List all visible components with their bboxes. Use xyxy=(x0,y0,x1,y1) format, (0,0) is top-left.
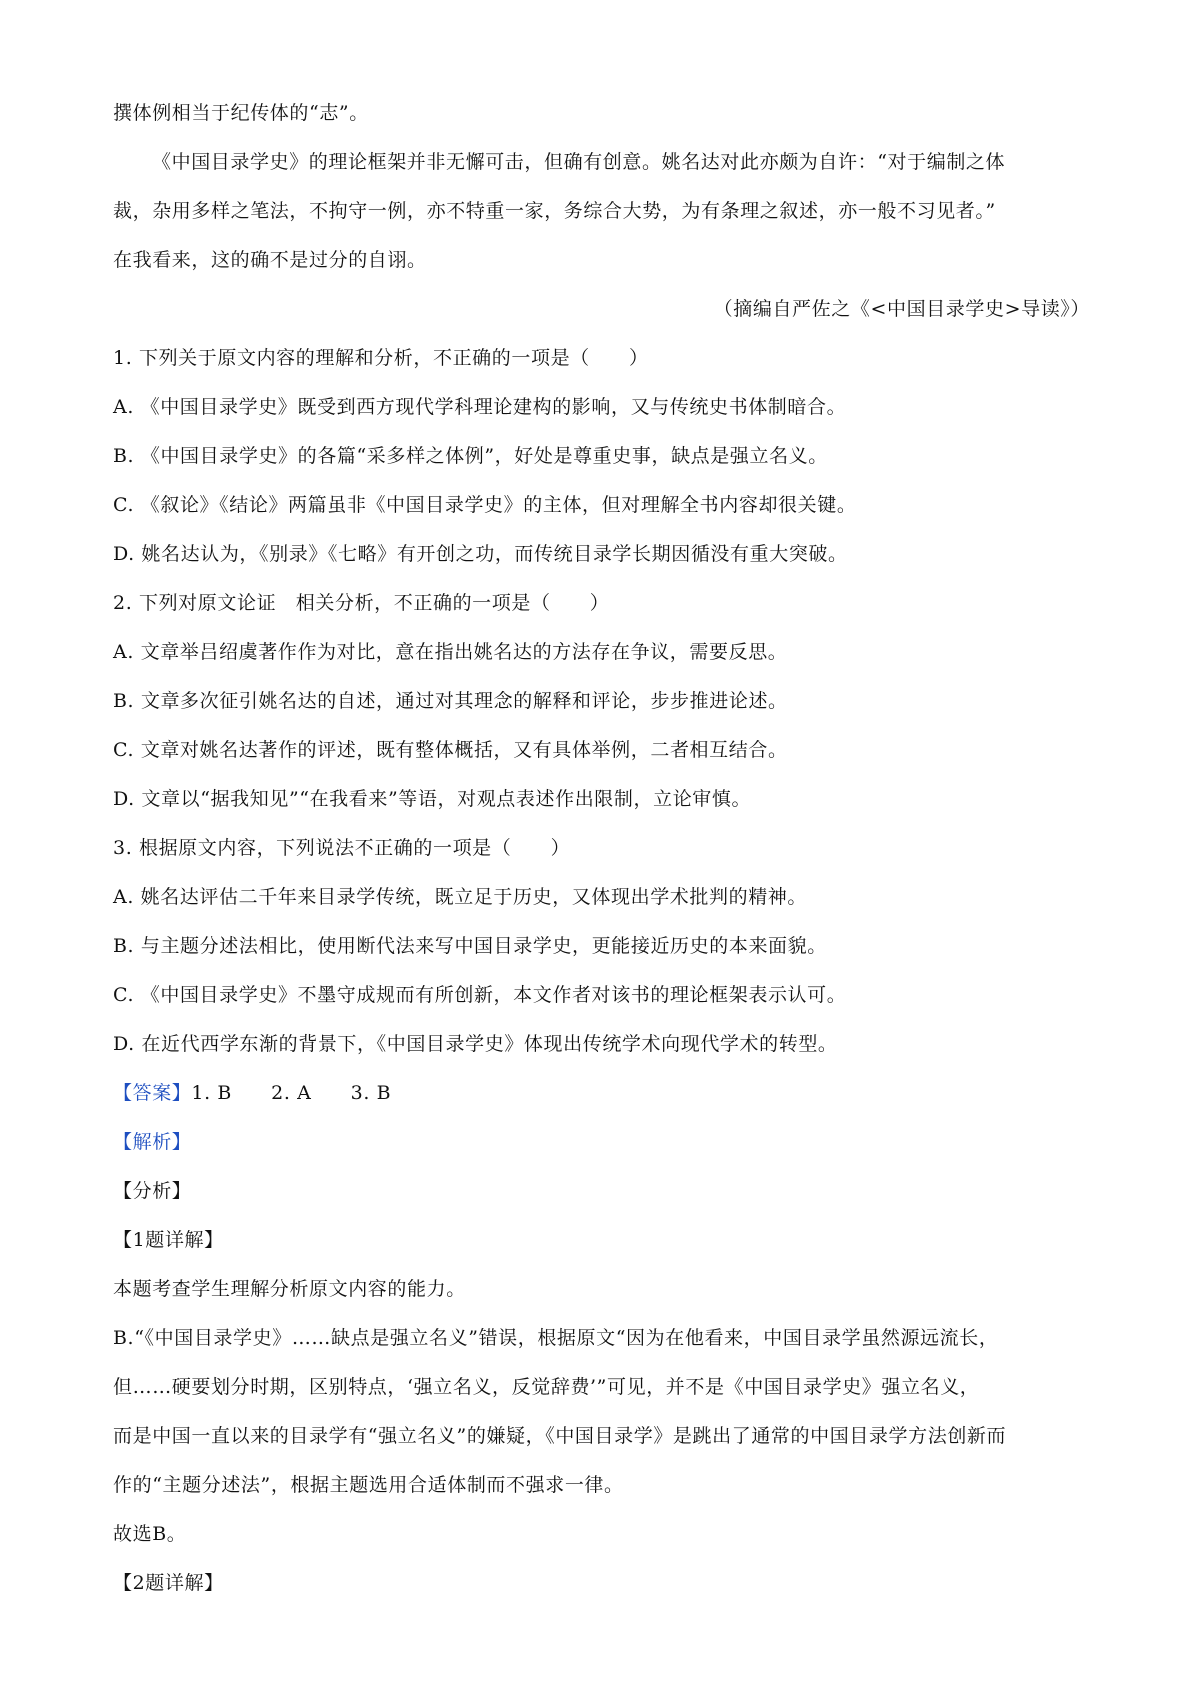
answer-line xyxy=(113,1080,391,1106)
question-option: B. 《中国目录学史》的各篇“采多样之体例”，好处是尊重史事，缺点是强立名义。 xyxy=(113,445,828,467)
analysis-label: 【解析】 xyxy=(113,1131,192,1153)
question-option: C. 《叙论》《结论》两篇虽非《中国目录学史》的主体，但对理解全书内容却很关键。 xyxy=(113,494,857,516)
analysis-text: 作的“主题分述法”，根据主题选用合适体制而不强求一律。 xyxy=(113,1474,624,1496)
answer-label: 【答案】 xyxy=(113,1082,192,1104)
question-option: D. 姚名达认为，《别录》《七略》有开创之功，而传统目录学长期因循没有重大突破。 xyxy=(113,543,848,565)
analysis-text: B.“《中国目录学史》……缺点是强立名义”错误，根据原文“因为在他看来，中国目录学虽然源远流长， xyxy=(113,1327,999,1349)
analysis-conclusion: 故选B。 xyxy=(113,1523,187,1545)
passage-line: 撰体例相当于纪传体的“志”。 xyxy=(113,102,369,124)
question-stem: 1. 下列关于原文内容的理解和分析，不正确的一项是（ ） xyxy=(113,347,649,369)
passage-line: 《中国目录学史》的理论框架并非无懈可击，但确有创意。姚名达对此亦颇为自许：“对于编制之体 xyxy=(152,151,1006,173)
question-option: D. 文章以“据我知见”“在我看来”等语，对观点表述作出限制，立论审慎。 xyxy=(113,788,752,810)
section-heading-q2: 【2题详解】 xyxy=(113,1572,224,1594)
analysis-text: 本题考查学生理解分析原文内容的能力。 xyxy=(113,1278,466,1300)
question-option: B. 与主题分述法相比，使用断代法来写中国目录学史，更能接近历史的本来面貌。 xyxy=(113,935,827,957)
question-option: B. 文章多次征引姚名达的自述，通过对其理念的解释和评论，步步推进论述。 xyxy=(113,690,788,712)
question-option: A. 姚名达评估二千年来目录学传统，既立足于历史，又体现出学术批判的精神。 xyxy=(113,886,808,908)
question-stem: 3. 根据原文内容，下列说法不正确的一项是（ ） xyxy=(113,837,571,859)
source-citation: （摘编自严佐之《<中国目录学史>导读》） xyxy=(713,298,1090,320)
section-heading-fenxi: 【分析】 xyxy=(113,1180,192,1202)
analysis-text: 而是中国一直以来的目录学有“强立名义”的嫌疑，《中国目录学》是跳出了通常的中国目录学方法创新而 xyxy=(113,1425,1007,1447)
section-heading-q1: 【1题详解】 xyxy=(113,1229,224,1251)
analysis-text: 但……硬要划分时期，区别特点，‘强立名义，反觉辞费’”可见，并不是《中国目录学史》强立名义， xyxy=(113,1376,980,1398)
question-option: C. 《中国目录学史》不墨守成规而有所创新，本文作者对该书的理论框架表示认可。 xyxy=(113,984,847,1006)
passage-line: 在我看来，这的确不是过分的自诩。 xyxy=(113,249,427,271)
question-option: A. 《中国目录学史》既受到西方现代学科理论建构的影响，又与传统史书体制暗合。 xyxy=(113,396,847,418)
question-stem: 2. 下列对原文论证 相关分析，不正确的一项是（ ） xyxy=(113,592,610,614)
passage-line: 裁，杂用多样之笔法，不拘守一例，亦不特重一家，务综合大势，为有条理之叙述，亦一般不习见者。” xyxy=(113,200,996,222)
question-option: D. 在近代西学东渐的背景下，《中国目录学史》体现出传统学术向现代学术的转型。 xyxy=(113,1033,838,1055)
question-option: A. 文章举吕绍虞著作作为对比，意在指出姚名达的方法存在争议，需要反思。 xyxy=(113,641,788,663)
question-option: C. 文章对姚名达著作的评述，既有整体概括，又有具体举例，二者相互结合。 xyxy=(113,739,788,761)
answer-text: 1. B 2. A 3. B xyxy=(191,1082,392,1104)
